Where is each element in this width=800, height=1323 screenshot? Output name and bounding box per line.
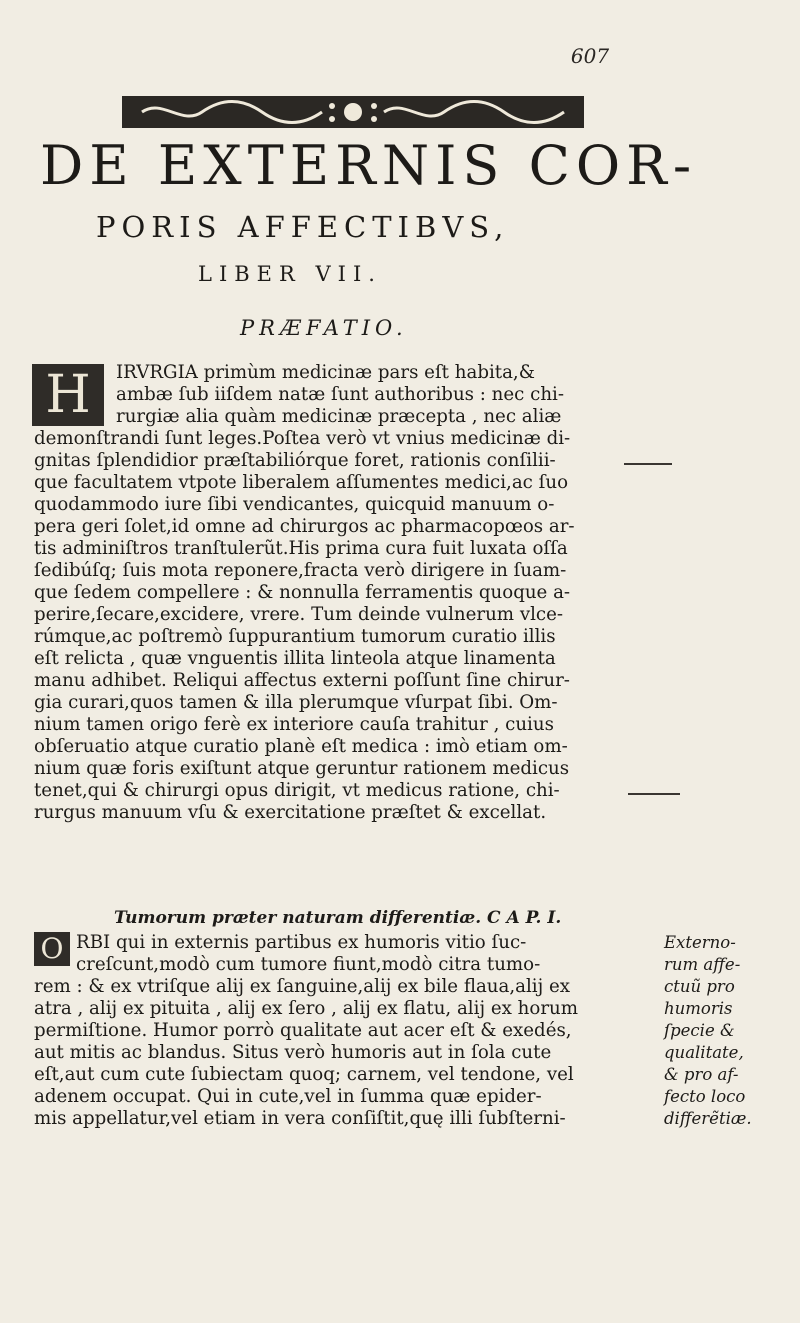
preface-line: eſt relicta , quæ vnguentis illita linteola atque linamenta [34,648,556,669]
margin-rule [628,793,680,795]
book-title-line-2: PORIS AFFECTIBVS, [96,210,510,244]
dropcap-h: H [32,364,104,426]
preface-line: obſeruatio atque curatio planè eſt medica : imò etiam om- [34,736,568,757]
chapter-line: creſcunt,modò cum tumore fiunt,modò citra tumo- [76,954,541,975]
margin-note-line: fecto loco [664,1087,746,1106]
margin-rule [624,463,672,465]
preface-line: ſedibúſq; ſuis mota reponere,fracta verò dirigere in ſuam- [34,560,567,581]
book-number: LIBER VII. [198,262,382,286]
preface-line: quodammodo iure ſibi vendicantes, quicquid manuum o- [34,494,555,515]
margin-note-line: ctuũ pro [664,977,735,996]
margin-note-line: & pro af- [664,1065,739,1084]
chapter-line: rem : & ex vtriſque alij ex ſanguine,alij ex bile flaua,alij ex [34,976,571,997]
margin-note-line: ſpecie & [664,1021,735,1040]
book-title-line-1: DE EXTERNIS COR- [40,134,698,197]
headpiece-ornament [122,92,584,132]
chapter-heading: Tumorum præter naturam differentiæ. C A P. I. [114,908,562,928]
chapter-line: eſt,aut cum cute ſubiectam quoq; carnem, vel tendone, vel [34,1064,574,1085]
margin-note-line: qualitate, [664,1043,744,1062]
chapter-line: permiſtione. Humor porrò qualitate aut acer eſt & exedés, [34,1020,572,1041]
preface-line: nium quæ foris exiſtunt atque geruntur rationem medicus [34,758,570,779]
margin-note-line: rum affe- [664,955,741,974]
margin-note-line: Externo- [664,933,736,952]
preface-line: gia curari,quos tamen & illa plerumque vſurpat ſibi. Om- [34,692,558,713]
page-number: 607 [570,44,610,68]
preface-line: que ſedem compellere : & nonnulla ferramentis quoque a- [34,582,571,603]
chapter-line: aut mitis ac blandus. Situs verò humoris aut in ſola cute [34,1042,552,1063]
preface-line: tis adminiſtros tranſtulerũt.His prima cura fuit luxata oſſa [34,538,568,559]
preface-line: rurgiæ alia quàm medicinæ præcepta , nec aliæ [116,406,562,427]
preface-heading: PRÆFATIO. [240,316,408,340]
preface-line: IRVRGIA primùm medicinæ pars eſt habita,& [116,362,535,383]
preface-line: gnitas ſplendidior præſtabiliórque foret, rationis conſilii- [34,450,556,471]
chapter-line: mis appellatur,vel etiam in vera conſiſtit,quę illi ſubſterni- [34,1108,566,1129]
preface-line: perire,ſecare,excidere, vrere. Tum deinde vulnerum vlce- [34,604,564,625]
preface-line: manu adhibet. Reliqui affectus externi poſſunt ſine chirur- [34,670,570,691]
dropcap-o: O [34,932,70,966]
preface-line: rúmque,ac poſtremò ſuppurantium tumorum curatio illis [34,626,556,647]
preface-line: demonſtrandi ſunt leges.Poſtea verò vt vnius medicinæ di- [34,428,571,449]
preface-line: tenet,qui & chirurgi opus dirigit, vt medicus ratione, chi- [34,780,560,801]
margin-note-line: humoris [664,999,733,1018]
chapter-line: adenem occupat. Qui in cute,vel in ſumma quæ epider- [34,1086,542,1107]
chapter-line: atra , alij ex pituita , alij ex ſero , alij ex flatu, alij ex horum [34,998,578,1019]
preface-line: que facultatem vtpote liberalem aſſumentes medici,ac ſuo [34,472,569,493]
preface-line: ambæ ſub iiſdem natæ ſunt authoribus : nec chi- [116,384,564,405]
preface-line: rurgus manuum vſu & exercitatione præſtet & excellat. [34,802,547,823]
preface-line: pera geri ſolet,id omne ad chirurgos ac pharmacopœos ar- [34,516,575,537]
preface-line: nium tamen origo ferè ex interiore cauſa trahitur , cuius [34,714,554,735]
chapter-line: RBI qui in externis partibus ex humoris vitio ſuc- [76,932,527,953]
margin-note-line: differẽtiæ. [664,1109,752,1128]
